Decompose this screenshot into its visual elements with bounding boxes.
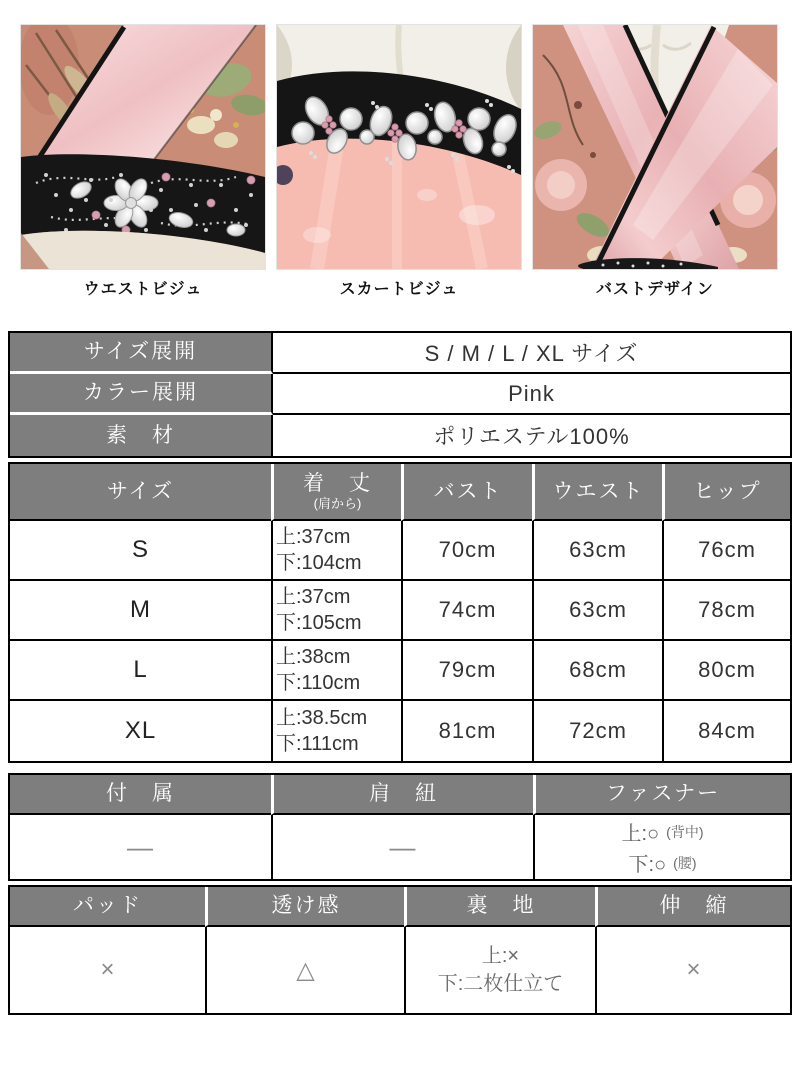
length-cell-xl (271, 701, 401, 761)
length-bottom-l: 下:110cm (276, 672, 361, 694)
col-header-stretch: 伸 縮 (595, 887, 790, 927)
fastener-top-line (622, 817, 704, 846)
info-value-material: ポリエステル100% (433, 424, 630, 449)
spec-table-header (10, 887, 790, 927)
info-value-color-range: Pink (273, 374, 790, 415)
bust-cell-xl: 81cm (401, 701, 532, 761)
length-bottom-m: 下:105cm (276, 612, 362, 634)
pad-value: × (100, 956, 115, 983)
product-photo-row (21, 25, 777, 269)
info-value-size-range: S / M / L / XL サイズ (273, 333, 790, 374)
size-table-header (10, 464, 790, 521)
bust-cell-m: 74cm (401, 581, 532, 641)
size-row-s (10, 521, 790, 581)
fastener-top-note: (背中) (666, 823, 704, 840)
hip-cell-l: 80cm (662, 641, 790, 701)
hip-cell-xl: 84cm (662, 701, 790, 761)
fastener-bottom: 下:○ (628, 854, 667, 876)
photo-captions (21, 276, 777, 299)
fastener-value (533, 815, 790, 879)
stretch-value: × (595, 927, 790, 1013)
spec-table-values (10, 927, 790, 1013)
waist-cell-m: 63cm (532, 581, 662, 641)
hip-cell-s: 76cm (662, 521, 790, 581)
col-header-length-note: (肩から) (313, 495, 362, 511)
length-top-l: 上:38cm (276, 646, 351, 668)
length-top-s: 上:37cm (276, 526, 351, 548)
fastener-bottom-line (629, 848, 697, 877)
size-row-l (10, 641, 790, 701)
bust-cell-l: 79cm (401, 641, 532, 701)
col-header-strap: 肩 紐 (271, 775, 533, 815)
spec-table (8, 885, 792, 1015)
info-label-size-range: サイズ展開 (10, 333, 273, 374)
size-row-m (10, 581, 790, 641)
length-bottom-s: 下:104cm (276, 552, 362, 574)
col-header-bust: バスト (401, 464, 532, 521)
size-cell-xl: XL (124, 717, 157, 744)
caption-bust-design: バストデザイン (596, 281, 714, 298)
size-row-xl (10, 701, 790, 761)
size-cell-s: S (10, 521, 271, 581)
length-top-xl: 上:38.5cm (276, 707, 368, 729)
caption-skirt-bijou: スカートビジュ (339, 281, 459, 298)
size-cell-m: M (10, 581, 271, 641)
accessory-table-header (10, 775, 790, 815)
length-cell-m (271, 581, 401, 641)
bust-cell-s: 70cm (401, 521, 532, 581)
col-header-hip: ヒップ (662, 464, 790, 521)
lining-top: 上:× (481, 945, 520, 967)
length-top-m: 上:37cm (276, 586, 351, 608)
col-header-waist: ウエスト (532, 464, 662, 521)
col-header-pad: パッド (10, 887, 205, 927)
length-bottom-xl: 下:111cm (276, 733, 359, 755)
accessory-table (8, 773, 792, 881)
length-cell-l (271, 641, 401, 701)
accessory-table-values (10, 815, 790, 879)
bust-design-illustration (533, 25, 777, 269)
product-photo-skirt-bijou (277, 25, 521, 269)
waist-cell-xl: 72cm (532, 701, 662, 761)
hip-cell-m: 78cm (662, 581, 790, 641)
info-table (8, 331, 792, 458)
fastener-top: 上:○ (621, 823, 660, 845)
col-header-length (271, 464, 401, 521)
waist-cell-l: 68cm (532, 641, 662, 701)
length-cell-s (271, 521, 401, 581)
info-label-color-range: カラー展開 (10, 374, 273, 415)
col-header-size: サイズ (10, 464, 271, 521)
product-photo-bust-design (533, 25, 777, 269)
col-header-sheerness: 透け感 (205, 887, 404, 927)
waist-bijou-illustration (21, 25, 265, 269)
skirt-bijou-illustration (277, 25, 521, 269)
waist-cell-s: 63cm (532, 521, 662, 581)
col-header-lining: 裏 地 (404, 887, 595, 927)
product-photo-waist-bijou (21, 25, 265, 269)
accessory-value: ― (127, 831, 154, 862)
size-table (8, 462, 792, 763)
info-row-material (10, 415, 790, 456)
col-header-accessory: 付 属 (10, 775, 271, 815)
col-header-fastener: ファスナー (533, 775, 790, 815)
info-label-material: 素 材 (10, 415, 273, 456)
info-row-size-range (10, 333, 790, 374)
lining-value (404, 927, 595, 1013)
fastener-bottom-note: (腰) (673, 854, 697, 871)
lining-bottom: 下:二枚仕立て (437, 973, 564, 995)
strap-value: ― (271, 815, 533, 879)
size-cell-l: L (10, 641, 271, 701)
sheerness-value: △ (205, 927, 404, 1013)
caption-waist-bijou: ウエストビジュ (83, 281, 203, 298)
col-header-length-main: 着 丈 (303, 471, 372, 495)
info-row-color-range (10, 374, 790, 415)
